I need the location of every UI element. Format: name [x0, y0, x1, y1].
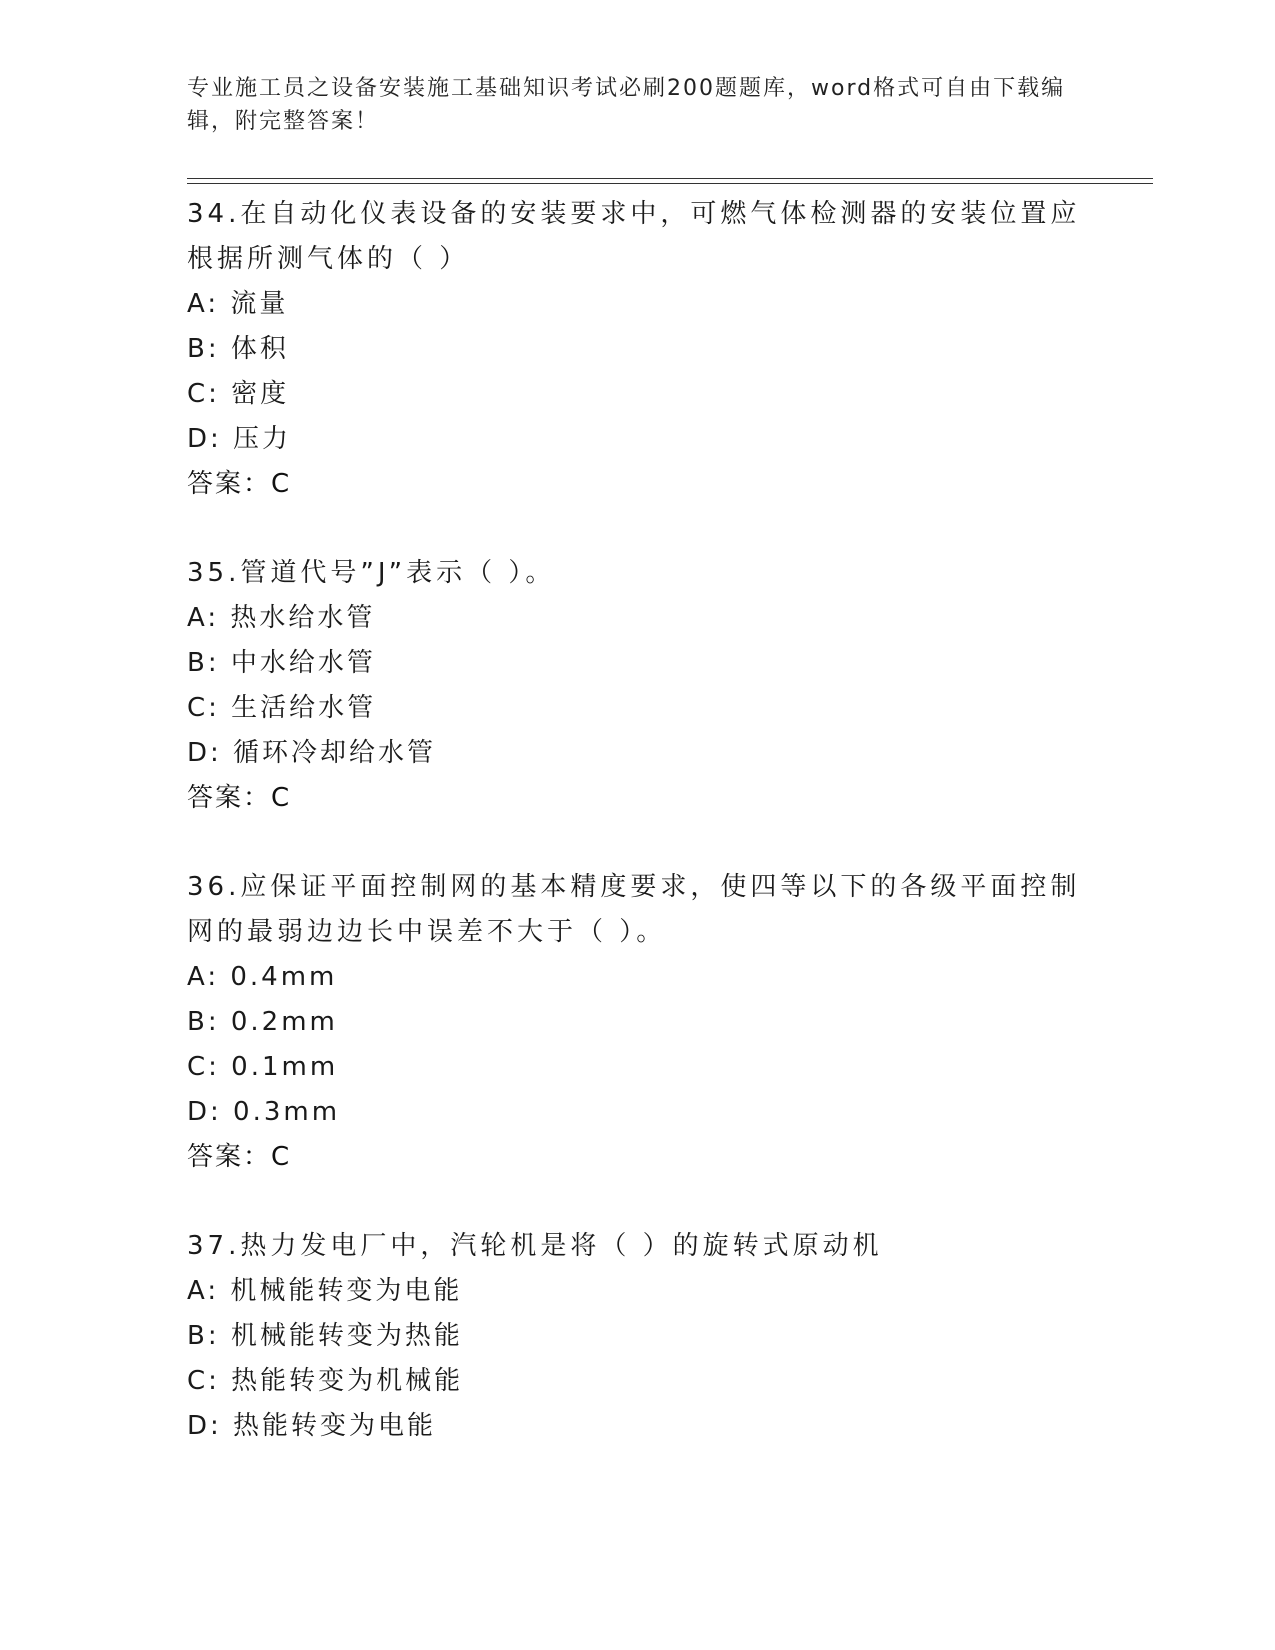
answer: 答案：C — [187, 1142, 292, 1172]
option-a: A: 机械能转变为电能 — [187, 1276, 463, 1306]
option-b: B: 0.2mm — [187, 1007, 338, 1037]
option-c: C: 生活给水管 — [187, 693, 377, 723]
answer: 答案：C — [187, 783, 292, 813]
option-d: D: 0.3mm — [187, 1097, 341, 1127]
option-a: A: 流量 — [187, 289, 289, 319]
question-35 — [187, 551, 1087, 821]
question-list — [187, 192, 1087, 1493]
question-stem: 37.热力发电厂中，汽轮机是将（ ）的旋转式原动机 — [187, 1231, 883, 1261]
question-stem: 34.在自动化仪表设备的安装要求中，可燃气体检测器的安装位置应根据所测气体的（ ） — [187, 199, 1081, 274]
option-a: A: 热水给水管 — [187, 603, 376, 633]
question-37 — [187, 1224, 1087, 1449]
question-stem: 36.应保证平面控制网的基本精度要求，使四等以下的各级平面控制网的最弱边边长中误差不大于（ ）。 — [187, 872, 1081, 947]
question-36 — [187, 865, 1087, 1180]
header-rule-bottom — [187, 183, 1153, 184]
option-a: A: 0.4mm — [187, 962, 338, 992]
option-b: B: 中水给水管 — [187, 648, 376, 678]
document-header: 专业施工员之设备安装施工基础知识考试必刷200题题库，word格式可自由下载编辑，附完整答案！ — [187, 76, 1066, 134]
answer: 答案：C — [187, 469, 292, 499]
option-b: B: 体积 — [187, 334, 289, 364]
option-d: D: 压力 — [187, 424, 292, 454]
question-stem: 35.管道代号”J”表示（ ）。 — [187, 558, 556, 588]
header-rule-top — [187, 178, 1153, 179]
option-d: D: 热能转变为电能 — [187, 1411, 437, 1441]
option-d: D: 循环冷却给水管 — [187, 738, 437, 768]
option-c: C: 密度 — [187, 379, 290, 409]
question-34 — [187, 192, 1087, 507]
option-c: C: 热能转变为机械能 — [187, 1366, 464, 1396]
option-b: B: 机械能转变为热能 — [187, 1321, 463, 1351]
option-c: C: 0.1mm — [187, 1052, 339, 1082]
